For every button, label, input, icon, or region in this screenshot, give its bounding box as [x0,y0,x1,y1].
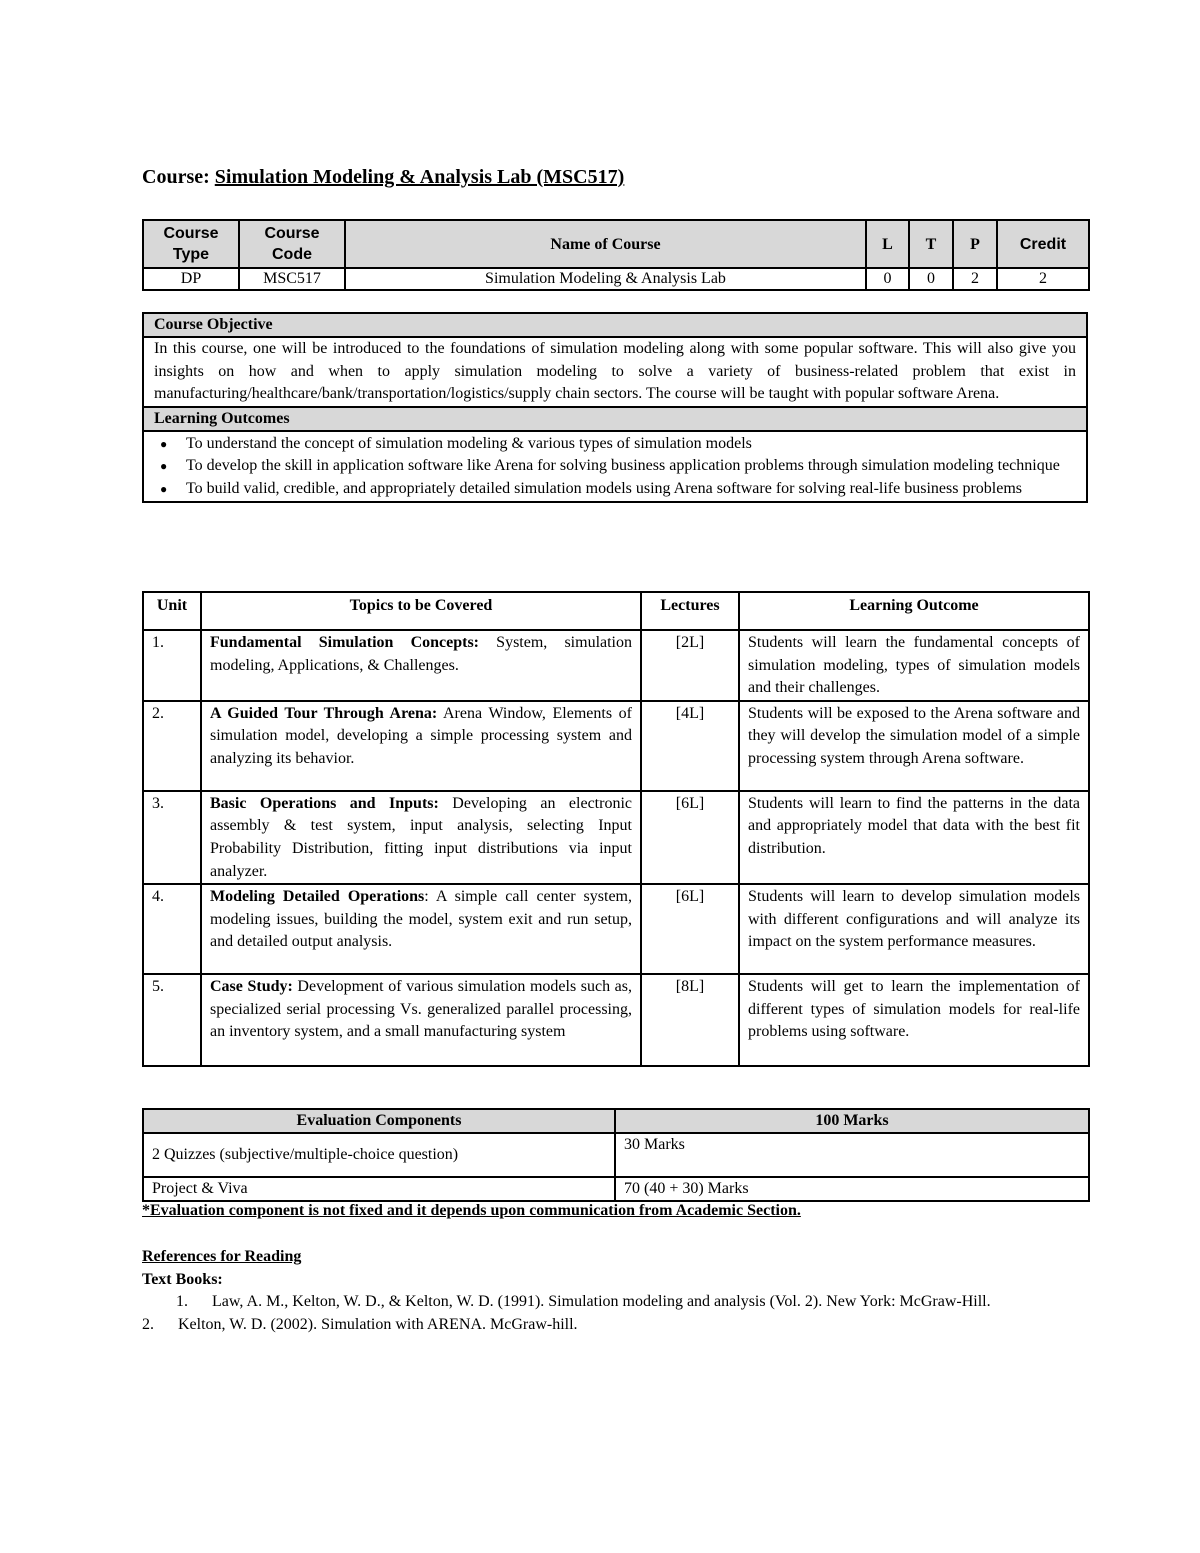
topic-body: : A simple call center system, modeling issues, building the model, system exit and run setup, and detailed output analysis. [210,888,633,951]
table-row [143,630,1089,701]
cell-p: 2 [953,268,997,290]
references-heading: References for Reading [142,1248,302,1265]
table-row [143,974,1089,1066]
course-info-header-row [143,220,1089,268]
objective-text: In this course, one will be introduced to the foundations of simulation modeling along with some popular software. This will also give you insights on how and when to apply simulation modeling to solve a variety of business-related problem that exist in manufacturing/healthcare/bank/transportation/logistics/supply chain sectors. The course will be taught with popular software Arena. [143,337,1087,407]
topic-title: A Guided Tour Through Arena: [210,704,438,722]
unit-outcome: Students will be exposed to the Arena software and they will develop the simulation model of a simple processing system through Arena software. [739,701,1089,791]
units-table [142,591,1090,1067]
unit-number: 4. [143,884,201,974]
outcomes-heading: Learning Outcomes [143,407,1087,431]
evaluation-note: *Evaluation component is not fixed and it depends upon communication from Academic Section. [142,1202,801,1219]
list-item: ● To develop the skill in application software like Arena for solving business application problems through simulation modeling technique [186,455,1076,478]
unit-lectures: [2L] [641,630,739,701]
list-item: ● To understand the concept of simulation modeling & various types of simulation models [186,433,1076,456]
unit-lectures: [6L] [641,884,739,974]
topic-title: Basic Operations and Inputs: [210,794,439,812]
topic-body: Developing an electronic assembly & test system, input analysis, selecting Input Probability Distribution, fitting input distributions via input analyzer. [210,794,632,880]
course-title: Simulation Modeling & Analysis Lab (MSC517) [214,166,625,188]
course-info-table [142,219,1090,291]
cell-t: 0 [909,268,953,290]
unit-topics [201,884,641,974]
header-p: P [953,220,997,268]
evaluation-component: 2 Quizzes (subjective/multiple-choice question) [143,1133,615,1177]
cell-credit: 2 [997,268,1089,290]
header-total-marks: 100 Marks [615,1109,1089,1133]
table-row [143,1133,1089,1177]
table-row [143,701,1089,791]
table-row [143,884,1089,974]
unit-lectures: [8L] [641,974,739,1066]
unit-outcome: Students will learn to find the patterns in the data and appropriately model that data with the best fit distribution. [739,791,1089,884]
evaluation-table [142,1108,1090,1202]
header-course-type: Course Type [143,220,239,268]
unit-outcome: Students will learn the fundamental concepts of simulation modeling, types of simulation models and their challenges. [739,630,1089,701]
topic-body: Arena Window, Elements of simulation model, developing a simple processing system and analyzing its behavior. [210,704,633,767]
outcomes-list-cell [143,431,1087,502]
header-outcome: Learning Outcome [739,592,1089,630]
references-section [142,1246,1088,1336]
topic-title: Modeling Detailed Operations [210,888,425,906]
header-course-name: Name of Course [345,220,866,268]
list-item: ● To build valid, credible, and appropriately detailed simulation models using Arena software for solving real-life business problems [186,478,1076,501]
evaluation-header-row [143,1109,1089,1133]
evaluation-marks: 70 (40 + 30) Marks [615,1177,1089,1201]
unit-topics [201,791,641,884]
topic-body: Development of various simulation models such as, specialized serial processing Vs. generalized parallel processing, an inventory system, and a small manufacturing system [210,978,632,1041]
table-row [143,1177,1089,1201]
unit-number: 2. [143,701,201,791]
cell-course-name: Simulation Modeling & Analysis Lab [345,268,866,290]
topic-title: Case Study: [210,978,293,996]
header-unit: Unit [143,592,201,630]
unit-number: 1. [143,630,201,701]
unit-topics [201,974,641,1066]
page-title [142,166,624,189]
topic-title: Fundamental Simulation Concepts: [210,634,480,651]
header-t: T [909,220,953,268]
objective-heading: Course Objective [143,313,1087,337]
reference-number: 2. [142,1315,154,1333]
unit-number: 3. [143,791,201,884]
list-item [142,1291,1088,1314]
objective-outcomes-table [142,312,1088,503]
table-row [143,791,1089,884]
unit-topics [201,701,641,791]
unit-lectures: [4L] [641,701,739,791]
reference-text: Law, A. M., Kelton, W. D., & Kelton, W. D. (1991). Simulation modeling and analysis (Vol. 2). New York: McGraw-Hill. [212,1293,991,1311]
header-evaluation-components: Evaluation Components [143,1109,615,1133]
reference-text: Kelton, W. D. (2002). Simulation with ARENA. McGraw-hill. [178,1315,578,1333]
outcomes-list [154,433,1076,501]
header-topics: Topics to be Covered [201,592,641,630]
topic-body: System, simulation modeling, Applications, & Challenges. [210,634,632,674]
unit-topics [201,630,641,701]
title-prefix: Course: [142,166,215,188]
cell-l: 0 [866,268,909,290]
unit-lectures: [6L] [641,791,739,884]
unit-outcome: Students will get to learn the implementation of different types of simulation models for real-life problems using software. [739,974,1089,1066]
course-info-row [143,268,1089,290]
units-header-row [143,592,1089,630]
header-lectures: Lectures [641,592,739,630]
header-course-code: Course Code [239,220,345,268]
evaluation-component: Project & Viva [143,1177,615,1201]
cell-course-code: MSC517 [239,268,345,290]
textbooks-heading: Text Books: [142,1270,223,1288]
header-l: L [866,220,909,268]
unit-number: 5. [143,974,201,1066]
cell-course-type: DP [143,268,239,290]
header-credit: Credit [997,220,1089,268]
unit-outcome: Students will learn to develop simulation models with different configurations and will analyze its impact on the system performance measures. [739,884,1089,974]
list-item [142,1314,1088,1337]
reference-number: 1. [176,1293,188,1311]
evaluation-marks: 30 Marks [615,1133,1089,1177]
